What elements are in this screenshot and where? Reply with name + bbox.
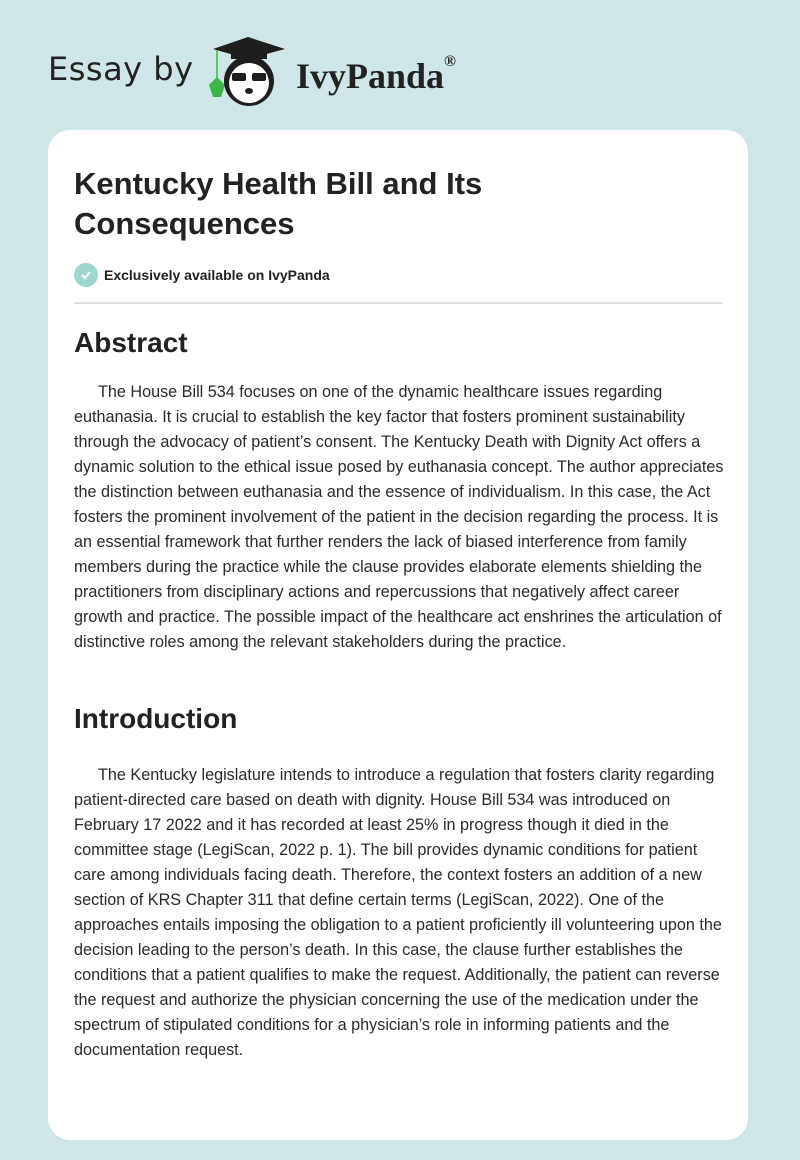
essay-title: Kentucky Health Bill and Its Consequences (74, 166, 483, 241)
exclusive-label: Exclusively available on IvyPanda (104, 267, 330, 283)
panda-logo-icon[interactable] (203, 35, 293, 110)
divider (74, 302, 722, 304)
exclusive-badge (74, 263, 330, 287)
brand-name: IvyPanda (296, 56, 445, 96)
essay-card (48, 130, 748, 1140)
abstract-paragraph: The House Bill 534 focuses on one of the dynamic healthcare issues regarding euthanasia. It is crucial to establish the key factor that fosters prominent sustainability through the advocacy of patient’s consent. The Kentucky Death with Dignity Act offers a dynamic solution to the ethical issue posed by euthanasia concept. The author appreciates the distinction between euthanasia and the essence of individualism. In this case, the Act fosters the prominent involvement of the patient in the decision regarding the process. It is an essential framework that further renders the lack of biased interference from family members during the practice while the clause provides elaborate elements shielding the practitioners from disciplinary actions and repercussions that negatively affect career growth and practice. The possible impact of the healthcare act enshrines the articulation of distinctive roles among the relevant stakeholders during the practice. (74, 383, 724, 651)
registered-mark: ® (444, 53, 456, 70)
essay-by-label: Essay by (48, 50, 194, 88)
check-icon (74, 263, 98, 287)
section-heading-abstract: Abstract (74, 327, 188, 358)
ivypanda-brand[interactable] (296, 55, 456, 97)
site-header (0, 20, 800, 120)
section-heading-introduction: Introduction (74, 703, 238, 734)
introduction-paragraph: The Kentucky legislature intends to introduce a regulation that fosters clarity regarding patient-directed care based on death with dignity. House Bill 534 was introduced on February 17 2022 and it has recorded at least 25% in progress though it died in the committee stage (LegiScan, 2022 p. 1). The bill provides dynamic conditions for patient care among individuals facing death. Therefore, the context fosters an addition of a new section of KRS Chapter 311 that define certain terms (LegiScan, 2022). One of the approaches entails imposing the obligation to a patient proficiently ill volunteering upon the decision leading to the person’s death. In this case, the clause further establishes the conditions that a patient qualifies to make the request. Additionally, the patient can reverse the request and authorize the physician concerning the use of the medication under the spectrum of stipulated conditions for a physician’s role in informing patients and the documentation request. (74, 766, 722, 1059)
